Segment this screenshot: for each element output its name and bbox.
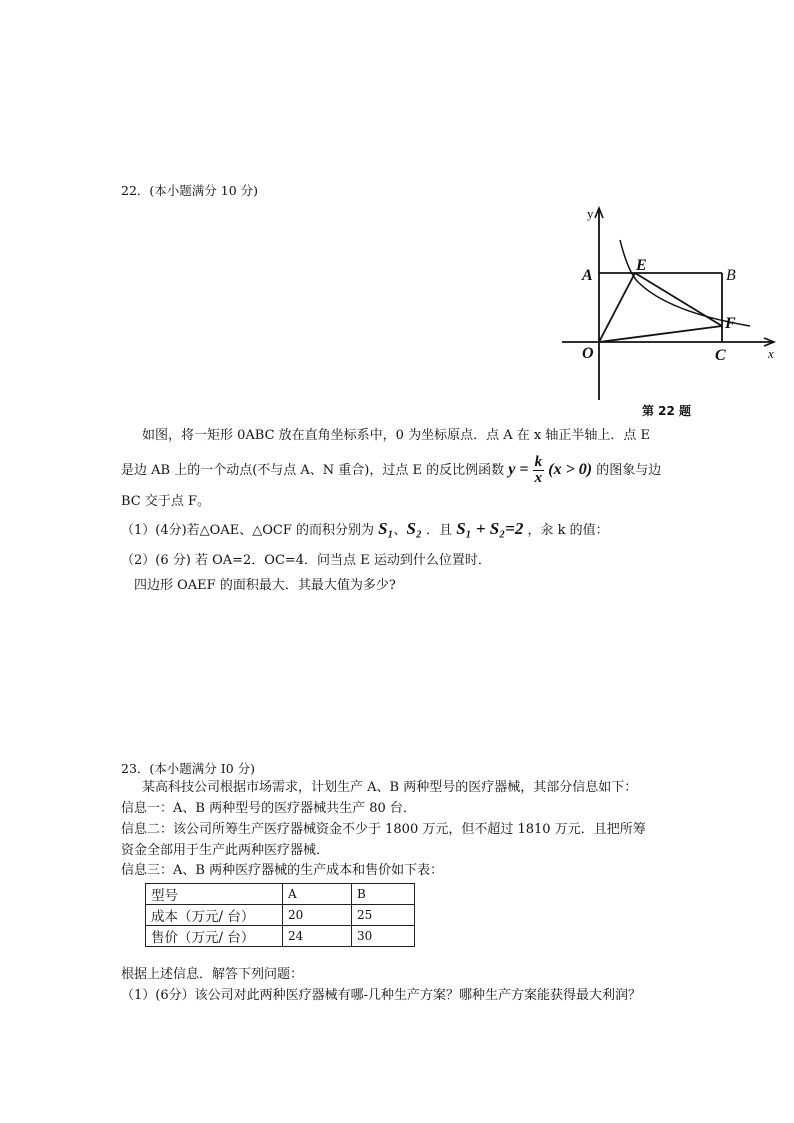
q23-info3: 信息三：A、B 两种医疗器械的生产成本和售价如下表：	[121, 863, 444, 878]
q22-stem-line2-text-a: 是边 AB 上的一个动点(不与点 A、N 重合)，过点 E 的反比例函数	[121, 463, 505, 478]
q22-heading: 22．(本小题满分 10 分)	[121, 183, 259, 198]
q22-figure	[560, 200, 790, 422]
table-cell: 售价（万元/ 台）	[146, 926, 283, 947]
q22-stem-line3: BC 交于点 F。	[121, 494, 211, 509]
formula-fraction	[533, 455, 545, 486]
label-F: F	[725, 315, 736, 332]
q22-part1	[121, 518, 609, 542]
label-B: B	[726, 267, 736, 284]
label-x: x	[768, 346, 774, 361]
q23-intro: 某高科技公司根据市场需求，计划生产 A、B 两种型号的医疗器械，其部分信息如下：	[142, 780, 638, 795]
label-O: O	[582, 345, 594, 362]
q23-part1: （1）(6分）该公司对此两种医疗器械有哪-几种生产方案？哪种生产方案能获得最大利润？	[121, 988, 642, 1003]
q23-info2-line1: 信息二：该公司所筹生产医疗器械资金不少于 1800 万元，但不超过 1810 万元．且把所筹	[121, 822, 646, 837]
table-cell: 25	[352, 905, 415, 926]
q23-heading: 23．(本小题满分 I0 分)	[121, 761, 255, 776]
formula-y: y =	[508, 461, 529, 478]
q22-part2-line1: （2）(6 分) 若 OA=2．OC=4．问当点 E 运动到什么位置时．	[121, 553, 491, 568]
q22-part1-text-c: ，汆 k 的值：	[527, 523, 609, 538]
price-table	[145, 883, 415, 947]
label-C: C	[715, 347, 726, 364]
table-cell: 20	[283, 905, 352, 926]
table-header-cell: 型号	[146, 884, 283, 905]
segment-OF	[599, 326, 722, 342]
q22-part1-text-b: ．且	[426, 523, 453, 538]
segment-OE	[599, 273, 635, 342]
table-row	[146, 905, 415, 926]
q22-stem-line2	[121, 452, 661, 488]
q22-part2-line2: 四边形 OAEF 的面积最大．其最大值为多少?	[134, 578, 396, 593]
table-cell: 30	[352, 926, 415, 947]
table-cell: 24	[283, 926, 352, 947]
table-row	[146, 926, 415, 947]
q22-part1-sep: 、	[393, 523, 407, 538]
symbol-s1: S₁	[378, 519, 394, 538]
label-E: E	[636, 257, 647, 274]
q22-stem-line2-text-b: 的图象与边	[596, 463, 662, 478]
equation-s1-plus-s2: S₁ + S₂=2	[456, 519, 524, 538]
q22-part1-text-a: （1）(4分)若△OAE、△OCF 的而积分别为	[121, 523, 374, 538]
q23-info1: 信息一：A、B 两种型号的医疗器械共生产 80 台．	[121, 801, 416, 816]
q23-info2-line2: 资金全部用于生产此两种医疗器械．	[121, 843, 330, 858]
formula-condition: (x > 0)	[548, 461, 593, 478]
symbol-s2: S₂	[406, 519, 422, 538]
table-header-cell: A	[283, 884, 352, 905]
table-cell: 成本（万元/ 台）	[146, 905, 283, 926]
formula-denominator: x	[534, 470, 543, 486]
table-header-cell: B	[352, 884, 415, 905]
q23-after: 根据上述信息．解答下列问题：	[121, 967, 304, 982]
formula-numerator: k	[534, 454, 543, 470]
label-A: A	[582, 267, 593, 284]
q22-stem-line1: 如图，将一矩形 0ABC 放在直角坐标系中，0 为坐标原点．点 A 在 x 轴正半轴上．点 E	[142, 428, 650, 443]
table-header-row	[146, 884, 415, 905]
label-y: y	[587, 206, 594, 221]
segment-EF	[635, 273, 722, 326]
figure-caption: 第 22 题	[642, 404, 692, 418]
